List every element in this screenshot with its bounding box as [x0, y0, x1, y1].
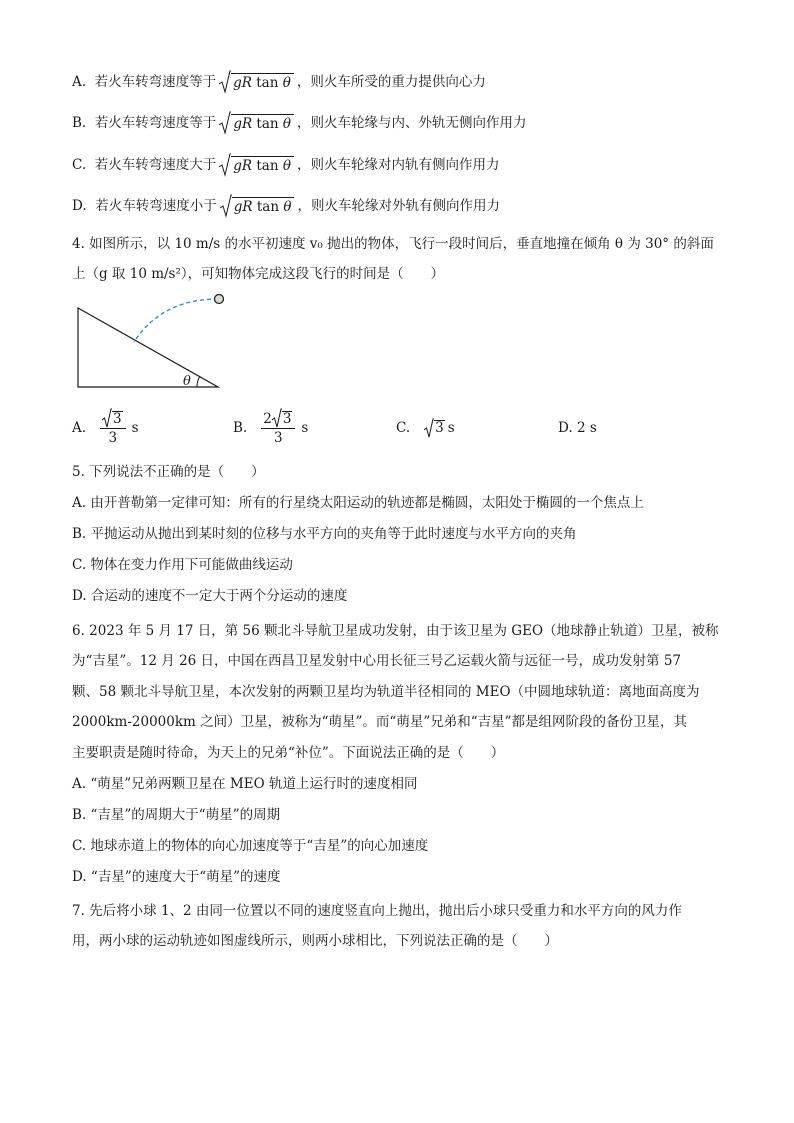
q5-option-d[interactable]: D. 合运动的速度不一定大于两个分运动的速度 — [72, 588, 348, 604]
q7-stem-line1: 7. 先后将小球 1、2 由同一位置以不同的速度竖直向上抛出，抛出后小球只受重力和水平方向的风力作 — [72, 903, 682, 919]
ball — [215, 295, 224, 304]
q3-option-c[interactable]: C. 若火车转弯速度大于 gR tan θ ，则火车轮缘对内轨有侧向作用力 — [72, 155, 499, 176]
sqrt-expression: gR tan θ — [219, 73, 294, 93]
q4-options — [72, 404, 672, 452]
q6-option-b[interactable]: B. “吉星”的周期大于“萌星”的周期 — [72, 807, 281, 823]
q6-option-c[interactable]: C. 地球赤道上的物体的向心加速度等于“吉星”的向心加速度 — [72, 838, 429, 854]
q3-option-b[interactable]: B. 若火车转弯速度等于 gR tan θ ，则火车轮缘与内、外轨无侧向作用力 — [72, 113, 527, 134]
incline-figure — [72, 290, 232, 390]
angle-label: θ — [183, 374, 191, 389]
q7-stem-line2: 用，两小球的运动轨迹如图虚线所示，则两小球相比，下列说法正确的是（ ） — [72, 933, 558, 949]
q4-option-b[interactable]: B. 2 3 3 s — [233, 410, 309, 446]
q4-option-c[interactable]: C. 3 s — [396, 420, 455, 436]
sqrt-expression: gR tan θ — [219, 156, 294, 176]
angle-arc — [197, 376, 200, 387]
q3-option-a[interactable]: A. 若火车转弯速度等于 gR tan θ ，则火车所受的重力提供向心力 — [72, 72, 486, 93]
q4-option-d[interactable]: D. 2 s — [558, 420, 597, 436]
q6-stem-line5: 主要职责是随时待命，为天上的兄弟“补位”。下面说法正确的是（ ） — [72, 745, 505, 761]
incline-triangle — [78, 308, 218, 387]
q6-option-d[interactable]: D. “吉星”的速度大于“萌星”的速度 — [72, 869, 281, 885]
q6-option-a[interactable]: A. “萌星”兄弟两颗卫星在 MEO 轨道上运行时的速度相同 — [72, 776, 418, 792]
q6-stem-line3: 颗、58 颗北斗导航卫星，本次发射的两颗卫星均为轨道半径相同的 MEO（中圆地球轨道：离地面高度为 — [72, 684, 700, 700]
q5-option-c[interactable]: C. 物体在变力作用下可能做曲线运动 — [72, 557, 293, 573]
q5-option-a[interactable]: A. 由开普勒第一定律可知：所有的行星绕太阳运动的轨迹都是椭圆，太阳处于椭圆的一个焦点上 — [72, 495, 644, 511]
sqrt-expression: gR tan θ — [219, 114, 294, 134]
q3-option-d[interactable]: D. 若火车转弯速度小于 gR tan θ ，则火车轮缘对外轨有侧向作用力 — [72, 196, 500, 217]
trajectory-dashed — [134, 299, 218, 342]
q5-option-b[interactable]: B. 平抛运动从抛出到某时刻的位移与水平方向的夹角等于此时速度与水平方向的夹角 — [72, 526, 577, 542]
q6-stem-line1: 6. 2023 年 5 月 17 日，第 56 颗北斗导航卫星成功发射，由于该卫星为 GEO（地球静止轨道）卫星，被称 — [72, 623, 719, 639]
q4-option-a[interactable]: A. $\frac{3}{3}$ s — [72, 410, 139, 446]
q6-stem-line2: 为“吉星”。12 月 26 日，中国在西昌卫星发射中心用长征三号乙运载火箭与远征一号，成功发射第 57 — [72, 653, 682, 669]
q4-stem-line2: 上（g 取 10 m/s²），可知物体完成这段飞行的时间是（ ） — [72, 266, 445, 282]
q4-stem-line1: 4. 如图所示，以 10 m/s 的水平初速度 v₀ 抛出的物体，飞行一段时间后，垂直地撞在倾角 θ 为 30° 的斜面 — [72, 236, 714, 252]
q6-stem-line4: 2000km-20000km 之间）卫星，被称为“萌星”。而“萌星”兄弟和“吉星”都是组网阶段的备份卫星，其 — [72, 714, 688, 730]
q5-stem: 5. 下列说法不正确的是（ ） — [72, 464, 265, 480]
sqrt-expression: gR tan θ — [220, 197, 295, 217]
